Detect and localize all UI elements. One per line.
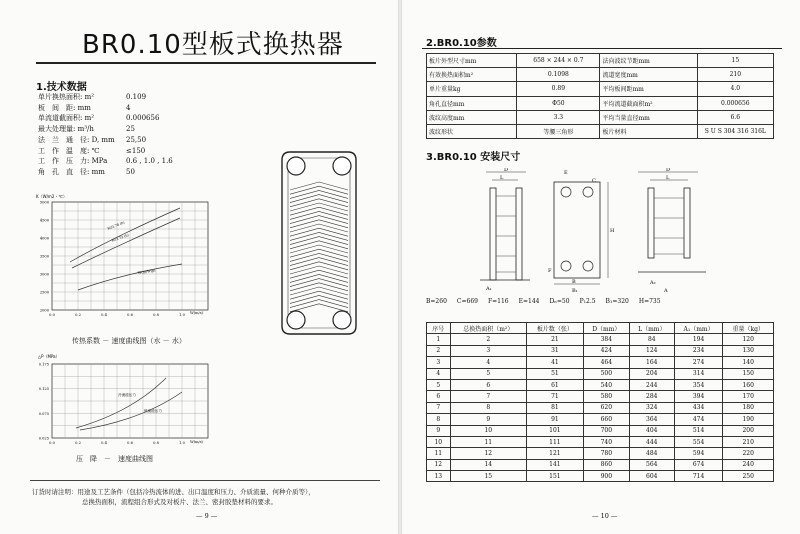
size-table-cell: 714 [674, 471, 723, 482]
chart2-xtick: 0.4 [101, 441, 107, 445]
size-table-cell: 434 [674, 402, 723, 413]
chart1-ytick: 3000 [39, 272, 49, 277]
section-technical-data: 1.技术数据 [36, 82, 87, 93]
plate-drawing [280, 148, 358, 338]
spec-key: 工 作 压 力: MPa [38, 157, 108, 166]
spec-key: 角 孔 直 径: mm [38, 167, 105, 176]
chart1-ytick: 4500 [39, 218, 49, 223]
size-table-cell: 204 [629, 368, 674, 379]
parameters-cell: 角孔直径mm [427, 96, 517, 110]
size-table-row [427, 414, 774, 425]
size-table [426, 322, 774, 482]
size-table-cell: 51 [526, 368, 583, 379]
dimension-value: B=260 [426, 298, 447, 305]
label-E: E [564, 170, 568, 176]
label-B: B [572, 279, 576, 285]
size-table-cell: 170 [723, 391, 774, 402]
size-table-cell: 620 [583, 402, 629, 413]
size-table-row [427, 391, 774, 402]
size-table-cell: 12 [427, 459, 451, 470]
left-page [0, 0, 398, 534]
chart2-xtick: 0.2 [75, 441, 81, 445]
size-table-row [427, 459, 774, 470]
size-table-cell: 151 [526, 471, 583, 482]
spec-key: 单片换热面积: m² [38, 93, 95, 101]
dimension-value: C=669 [456, 298, 478, 305]
spec-key: 板 间 距: mm [38, 103, 91, 112]
chart2-xtick: 0.8 [153, 441, 159, 445]
size-table-row [427, 436, 774, 447]
size-table-cell: 700 [583, 425, 629, 436]
parameters-row [427, 110, 774, 124]
size-table-header-cell: D（mm） [583, 323, 629, 334]
size-table-cell: 194 [674, 334, 723, 345]
spec-value: 25,50 [126, 135, 147, 144]
size-table-cell: 5 [427, 379, 451, 390]
size-table-cell: 111 [526, 436, 583, 447]
size-table-cell: 6 [427, 391, 451, 402]
chart2-ylabel: △P（MPa） [38, 354, 60, 359]
spec-value: 50 [126, 167, 135, 176]
size-table-row [427, 345, 774, 356]
dimension-value: F=116 [487, 298, 509, 305]
size-table-cell: 314 [674, 368, 723, 379]
chart2-xtick: 1.0 [179, 441, 185, 445]
front-view [480, 168, 530, 292]
size-table-header [427, 323, 774, 334]
chart1-xtick: 1.0 [179, 313, 185, 317]
parameters-row [427, 54, 774, 68]
section-installation: 3.BR0.10 安装尺寸 [426, 152, 521, 163]
title-rule [36, 62, 376, 64]
size-table-cell: 10 [427, 436, 451, 447]
size-table-row [427, 402, 774, 413]
side-view [548, 170, 615, 294]
size-table-cell: 101 [526, 425, 583, 436]
size-table-row [427, 425, 774, 436]
spec-row [38, 103, 196, 114]
installation-drawing [478, 168, 728, 296]
dimension-line [426, 298, 671, 305]
size-table-cell: 5 [450, 368, 526, 379]
size-table-cell: 14 [450, 459, 526, 470]
spec-key: 工 作 温 度: ℃ [38, 146, 100, 155]
label-A: A [664, 288, 668, 294]
size-table-cell: 210 [723, 436, 774, 447]
size-table-cell: 2 [450, 334, 526, 345]
chart1-curve-label-1: W/3.78 (h) [106, 220, 126, 231]
spec-value: 0.000656 [126, 114, 160, 123]
size-table-cell: 81 [526, 402, 583, 413]
label-A1: A₁ [486, 286, 492, 292]
size-table-cell: 141 [526, 459, 583, 470]
parameters-cell: Φ50 [517, 96, 600, 110]
size-table-row [427, 471, 774, 482]
parameters-cell: 法向波纹节距mm [600, 54, 697, 68]
size-table-cell: 554 [674, 436, 723, 447]
heat-transfer-chart [22, 190, 218, 322]
spec-row [38, 156, 196, 167]
size-table-cell: 580 [583, 391, 629, 402]
size-table-cell: 274 [674, 357, 723, 368]
size-table-cell: 364 [629, 414, 674, 425]
size-table-header-cell: L（mm） [629, 323, 674, 334]
parameters-cell: 0.1098 [517, 68, 600, 82]
dimension-value: P₁2.5 [579, 298, 596, 305]
note-rule [30, 480, 380, 481]
spec-list [38, 92, 196, 178]
size-table-row [427, 448, 774, 459]
chart2-curve-label-1: 冷流道压力 [118, 393, 136, 397]
size-table-cell: 900 [583, 471, 629, 482]
spec-row [38, 167, 196, 178]
spec-key: 单流道截面积: m² [38, 114, 95, 123]
dimension-value: Dₙ=50 [549, 298, 570, 305]
size-table-cell: 61 [526, 379, 583, 390]
size-table-cell: 121 [526, 448, 583, 459]
size-table-cell: 6 [450, 379, 526, 390]
chart2-ytick: 0.175 [38, 362, 49, 367]
size-table-cell: 220 [723, 448, 774, 459]
chart2-xunit: W(m/s) [190, 440, 203, 444]
size-table-cell: 500 [583, 368, 629, 379]
parameters-cell: 波纹形状 [427, 124, 517, 138]
size-table-cell: 4 [427, 368, 451, 379]
chart2-caption: 压 降 － 速度曲线图 [76, 455, 153, 463]
parameters-cell: 平均流道截面积m² [600, 96, 697, 110]
top-view [638, 168, 706, 294]
label-H: H [610, 228, 615, 234]
parameters-cell: 波纹高度mm [427, 110, 517, 124]
parameters-cell: 6.6 [697, 110, 773, 124]
size-table-cell: 284 [629, 391, 674, 402]
chart2-ytick: 0.025 [38, 436, 49, 441]
label-C: C [592, 178, 596, 184]
size-table-cell: 354 [674, 379, 723, 390]
size-table-cell: 11 [427, 448, 451, 459]
spec-value: 4 [126, 103, 131, 112]
parameters-cell: 0.89 [517, 82, 600, 96]
chart1-xtick: 0.6 [127, 313, 133, 317]
label-D2: D [666, 168, 671, 173]
size-table-cell: 3 [450, 345, 526, 356]
size-table-cell: 130 [723, 345, 774, 356]
label-L: L [500, 175, 504, 181]
chart1-ytick: 2500 [39, 290, 49, 295]
size-table-cell: 10 [450, 425, 526, 436]
chart1-caption: 传热系数 － 速度曲线图（水 － 水） [72, 337, 186, 345]
size-table-cell: 4 [450, 357, 526, 368]
spec-key: 最大处理量: m³/h [38, 125, 94, 134]
page-title: BR0.10型板式换热器 [82, 30, 344, 60]
size-table-cell: 15 [450, 471, 526, 482]
size-table-cell: 11 [450, 436, 526, 447]
spec-row [38, 113, 196, 124]
size-table-cell: 124 [629, 345, 674, 356]
chart1-xtick: 0.2 [75, 313, 81, 317]
size-table-cell: 234 [674, 345, 723, 356]
size-table-cell: 164 [629, 357, 674, 368]
size-table-cell: 8 [427, 414, 451, 425]
spec-value: 0.109 [126, 93, 147, 101]
parameters-cell: 有效换热面积m² [427, 68, 517, 82]
size-table-cell: 244 [629, 379, 674, 390]
size-table-cell: 424 [583, 345, 629, 356]
parameters-cell: 板片外型尺寸mm [427, 54, 517, 68]
size-table-cell: 190 [723, 414, 774, 425]
spec-row [38, 124, 196, 135]
chart2-ytick: 0.125 [38, 387, 49, 392]
spec-row [38, 146, 196, 157]
chart1-xtick: 0.4 [101, 313, 107, 317]
size-table-row [427, 379, 774, 390]
chart1-xtick: 0.0 [49, 313, 55, 317]
size-table-header-cell: 总换热面积（m²） [450, 323, 526, 334]
chart2-ytick: 0.075 [38, 411, 49, 416]
size-table-cell: 13 [427, 471, 451, 482]
size-table-cell: 674 [674, 459, 723, 470]
size-table-cell: 180 [723, 402, 774, 413]
size-table-cell: 404 [629, 425, 674, 436]
size-table-cell: 384 [583, 334, 629, 345]
parameters-row [427, 68, 774, 82]
spec-value: ≤150 [126, 146, 146, 155]
parameters-cell: 板片材料 [600, 124, 697, 138]
page-number-left: — 9 — [196, 512, 218, 520]
size-table-cell: 7 [450, 391, 526, 402]
page-number-right: — 10 — [592, 512, 618, 520]
size-table-row [427, 368, 774, 379]
size-table-cell: 140 [723, 357, 774, 368]
size-table-cell: 1 [427, 334, 451, 345]
size-table-header-cell: A₁（mm） [674, 323, 723, 334]
size-table-cell: 780 [583, 448, 629, 459]
size-table-cell: 540 [583, 379, 629, 390]
parameters-row [427, 124, 774, 138]
size-table-header-cell: 序号 [427, 323, 451, 334]
label-A2: A₂ [650, 280, 656, 286]
size-table-cell: 564 [629, 459, 674, 470]
chart1-xunit: W(m/s) [190, 311, 203, 315]
size-table-cell: 594 [674, 448, 723, 459]
size-table-cell: 12 [450, 448, 526, 459]
size-table-cell: 9 [427, 425, 451, 436]
size-table-cell: 31 [526, 345, 583, 356]
label-L2: L [666, 175, 670, 181]
spec-row [38, 135, 196, 146]
size-table-cell: 474 [674, 414, 723, 425]
parameters-cell: 等腰三角形 [517, 124, 600, 138]
size-table-header-cell: 重量（kg） [723, 323, 774, 334]
section-parameters: 2.BR0.10参数 [426, 38, 497, 49]
chart1-curve-2 [72, 218, 180, 268]
parameters-cell: 单片重量kg [427, 82, 517, 96]
size-table-cell: 21 [526, 334, 583, 345]
parameters-row [427, 96, 774, 110]
size-table-cell: 120 [723, 334, 774, 345]
parameters-cell: 3.3 [517, 110, 600, 124]
size-table-cell: 444 [629, 436, 674, 447]
size-table-cell: 84 [629, 334, 674, 345]
chart1-xtick: 0.8 [153, 313, 159, 317]
size-table-cell: 3 [427, 357, 451, 368]
size-table-row [427, 357, 774, 368]
size-table-cell: 484 [629, 448, 674, 459]
size-table-cell: 250 [723, 471, 774, 482]
dimension-value: B₁=320 [605, 298, 629, 305]
size-table-cell: 7 [427, 402, 451, 413]
order-note-line-1: 订货时请注明：用途及工艺条件（包括冷热流体的进、出口温度和压力、介质流量、何种介质等）， [32, 488, 315, 496]
size-table-cell: 9 [450, 414, 526, 425]
size-table-cell: 240 [723, 459, 774, 470]
dimension-value: H=735 [638, 298, 661, 305]
size-table-cell: 860 [583, 459, 629, 470]
size-table-cell: 200 [723, 425, 774, 436]
chart1-ytick: 3500 [39, 254, 49, 259]
chart1-ytick: 4000 [39, 236, 49, 241]
size-table-cell: 8 [450, 402, 526, 413]
size-table-cell: 2 [427, 345, 451, 356]
order-note [32, 487, 382, 507]
parameters-cell: 平均当量直径mm [600, 110, 697, 124]
parameters-cell: 流道宽度mm [600, 68, 697, 82]
size-table-cell: 91 [526, 414, 583, 425]
parameters-cell: 210 [697, 68, 773, 82]
chart1-curve-label-3: W(h)/W(p) [137, 268, 156, 275]
size-table-cell: 514 [674, 425, 723, 436]
parameters-cell: 平均板间距mm [600, 82, 697, 96]
right-page [402, 0, 800, 534]
parameters-table [426, 53, 774, 139]
label-D: D [504, 168, 509, 173]
chart1-curve-label-2: W/3.73 (h) [110, 232, 130, 243]
parameters-cell: S U S 304 316 316L [697, 124, 773, 138]
parameters-cell: 15 [697, 54, 773, 68]
parameters-rule [422, 48, 782, 49]
size-table-cell: 150 [723, 368, 774, 379]
parameters-cell: 0.000656 [697, 96, 773, 110]
label-F: F [548, 268, 552, 274]
spec-row [38, 92, 196, 103]
parameters-row [427, 82, 774, 96]
size-table-cell: 394 [674, 391, 723, 402]
chart1-ytick: 5000 [39, 200, 49, 205]
size-table-header-cell: 板片数（张） [526, 323, 583, 334]
size-table-cell: 660 [583, 414, 629, 425]
size-table-cell: 71 [526, 391, 583, 402]
parameters-cell: 4.0 [697, 82, 773, 96]
size-table-cell: 604 [629, 471, 674, 482]
spec-value: 25 [126, 125, 135, 134]
spec-value: 0.6 , 1.0 , 1.6 [126, 157, 173, 166]
size-table-cell: 160 [723, 379, 774, 390]
spec-key: 法 兰 通 径: D, mm [38, 135, 115, 144]
chart2-curve-hot [80, 392, 182, 430]
chart1-ylabel: K（W/m2・℃） [36, 194, 67, 199]
size-table-cell: 41 [526, 357, 583, 368]
size-table-cell: 740 [583, 436, 629, 447]
chart2-xtick: 0.0 [49, 441, 55, 445]
dimension-value: E=144 [518, 298, 540, 305]
chart2-curve-label-2: 热流道压力 [144, 409, 162, 413]
pressure-drop-chart [22, 352, 218, 448]
size-table-cell: 324 [629, 402, 674, 413]
size-table-cell: 464 [583, 357, 629, 368]
parameters-cell: 658 × 244 × 0.7 [517, 54, 600, 68]
size-table-row [427, 334, 774, 345]
chart2-xtick: 0.6 [127, 441, 133, 445]
chart1-ytick: 2000 [39, 308, 49, 313]
label-B1: B₁ [572, 288, 578, 294]
order-note-line-2: 总换热面积，流程组合形式及对板片、法兰、密封胶垫材料的要求。 [82, 498, 277, 506]
